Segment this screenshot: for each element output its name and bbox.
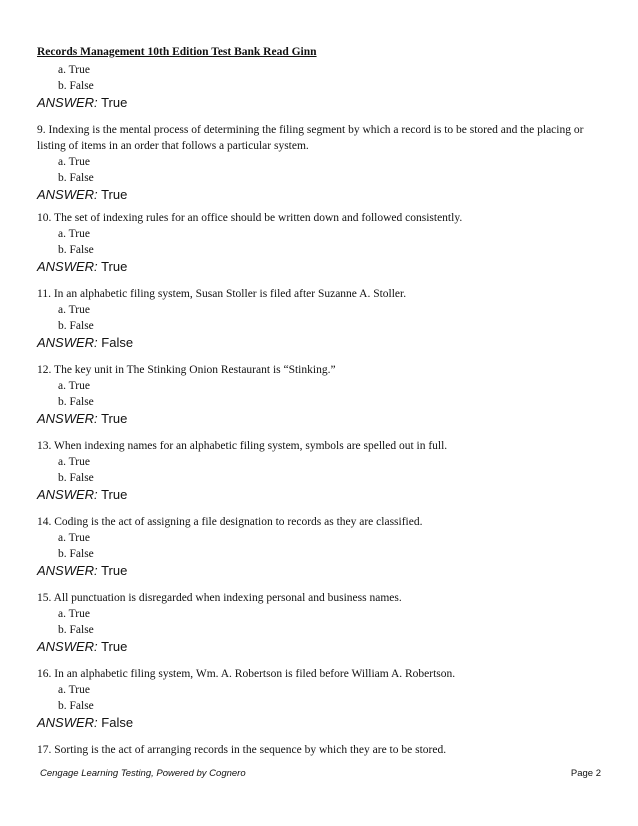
- question-text: 17. Sorting is the act of arranging records in the sequence by which they are to be stored.: [37, 744, 447, 756]
- answer-label: ANSWER:: [37, 335, 98, 350]
- answer-line: [37, 638, 607, 656]
- option-a: a. True: [58, 456, 90, 468]
- option-a: a. True: [58, 64, 90, 76]
- answer-value: True: [101, 411, 128, 426]
- option-a: a. True: [58, 608, 90, 620]
- option-a: a. True: [58, 228, 90, 240]
- answer-label: ANSWER:: [37, 95, 98, 110]
- question-block: [37, 514, 607, 580]
- question-text: 15. All punctuation is disregarded when indexing personal and business names.: [37, 592, 402, 604]
- option-b: b. False: [58, 472, 94, 484]
- question-text: 11. In an alphabetic filing system, Susan Stoller is filed after Suzanne A. Stoller.: [37, 288, 407, 300]
- question-block: [37, 122, 607, 204]
- option-b: b. False: [58, 624, 94, 636]
- question-block: [37, 438, 607, 504]
- answer-line: [37, 562, 607, 580]
- answer-label: ANSWER:: [37, 187, 98, 202]
- option-a: a. True: [58, 532, 90, 544]
- option-a: a. True: [58, 156, 90, 168]
- answer-value: True: [101, 95, 128, 110]
- question-text: 9. Indexing is the mental process of determining the filing segment by which a record is to be stored and the placing or listing of items in an order that follows a particular system.: [37, 124, 584, 152]
- answer-line: [37, 258, 607, 276]
- option-b: b. False: [58, 172, 94, 184]
- question-block: [37, 666, 607, 732]
- answer-value: True: [101, 259, 128, 274]
- answer-label: ANSWER:: [37, 411, 98, 426]
- answer-line: [37, 410, 607, 428]
- option-b: b. False: [58, 320, 94, 332]
- option-b: b. False: [58, 244, 94, 256]
- answer-value: True: [101, 487, 128, 502]
- answer-label: ANSWER:: [37, 259, 98, 274]
- question-block: [37, 286, 607, 352]
- question-text: 12. The key unit in The Stinking Onion Restaurant is “Stinking.”: [37, 364, 336, 376]
- answer-value: True: [101, 563, 128, 578]
- question-block: [37, 62, 607, 112]
- question-block: [37, 742, 607, 758]
- question-block: [37, 210, 607, 276]
- option-a: a. True: [58, 304, 90, 316]
- answer-value: False: [101, 335, 134, 350]
- answer-value: False: [101, 715, 134, 730]
- option-b: b. False: [58, 548, 94, 560]
- answer-line: [37, 334, 607, 352]
- answer-label: ANSWER:: [37, 487, 98, 502]
- question-text: 14. Coding is the act of assigning a file designation to records as they are classified.: [37, 516, 423, 528]
- question-text: 13. When indexing names for an alphabetic filing system, symbols are spelled out in full.: [37, 440, 448, 452]
- option-a: a. True: [58, 684, 90, 696]
- question-block: [37, 362, 607, 428]
- answer-value: True: [101, 187, 128, 202]
- answer-label: ANSWER:: [37, 563, 98, 578]
- document-title: Records Management 10th Edition Test Bank Read Ginn: [37, 46, 317, 58]
- answer-line: [37, 714, 607, 732]
- answer-label: ANSWER:: [37, 639, 98, 654]
- answer-value: True: [101, 639, 128, 654]
- option-b: b. False: [58, 700, 94, 712]
- answer-line: [37, 94, 607, 112]
- option-b: b. False: [58, 396, 94, 408]
- option-b: b. False: [58, 80, 94, 92]
- question-text: 16. In an alphabetic filing system, Wm. A. Robertson is filed before William A. Robertson.: [37, 668, 456, 680]
- option-a: a. True: [58, 380, 90, 392]
- question-text: 10. The set of indexing rules for an office should be written down and followed consistently.: [37, 212, 463, 224]
- answer-line: [37, 186, 607, 204]
- footer-credit: Cengage Learning Testing, Powered by Cognero: [40, 768, 246, 779]
- answer-line: [37, 486, 607, 504]
- answer-label: ANSWER:: [37, 715, 98, 730]
- page-number: Page 2: [570, 768, 601, 779]
- question-block: [37, 590, 607, 656]
